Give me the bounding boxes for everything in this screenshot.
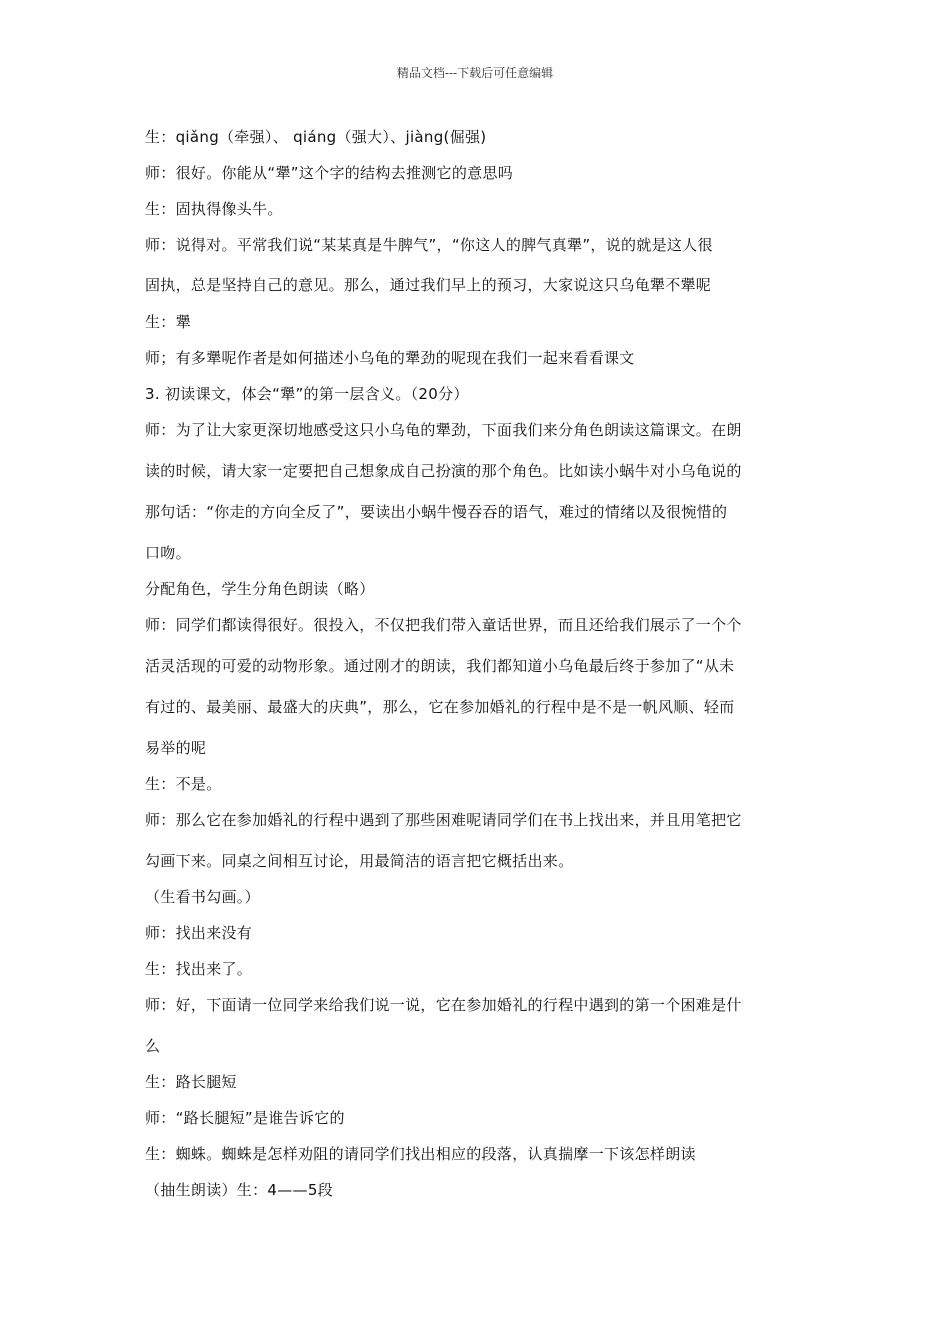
- text-line: 口吻。: [145, 544, 191, 562]
- text-line: 分配角色，学生分角色朗读（略）: [145, 580, 375, 598]
- text-line: 师：为了让大家更深切地感受这只小乌龟的犟劲，下面我们来分角色朗读这篇课文。在朗: [145, 421, 742, 439]
- text-line: 生：固执得像头牛。: [145, 200, 283, 218]
- text-line: 那句话：“你走的方向全反了”，要读出小蜗牛慢吞吞的语气，难过的情绪以及很惋惜的: [145, 503, 728, 521]
- text-line: 师：找出来没有: [145, 924, 253, 942]
- text-line: 师：那么它在参加婚礼的行程中遇到了那些困难呢请同学们在书上找出来，并且用笔把它: [145, 811, 742, 829]
- section-heading: 3. 初读课文，体会“犟”的第一层含义。（20分）: [145, 385, 469, 403]
- text-line: 么: [145, 1037, 161, 1055]
- text-line: （生看书勾画。）: [145, 888, 260, 906]
- text-line: 师：同学们都读得很好。很投入，不仅把我们带入童话世界，而且还给我们展示了一个个: [145, 616, 742, 634]
- text-line: 师：“路长腿短”是谁告诉它的: [145, 1109, 345, 1127]
- text-line: 有过的、最美丽、最盛大的庆典”，那么，它在参加婚礼的行程中是不是一帆风顺、轻而: [145, 698, 735, 716]
- page-header: 精品文档---下载后可任意编辑: [396, 66, 554, 80]
- text-line: 生：路长腿短: [145, 1073, 237, 1091]
- text-line: 生：找出来了。: [145, 960, 253, 978]
- text-line: 活灵活现的可爱的动物形象。通过刚才的朗读，我们都知道小乌龟最后终于参加了“从未: [145, 657, 735, 675]
- text-line: 易举的呢: [145, 739, 207, 757]
- text-line: 勾画下来。同桌之间相互讨论，用最简洁的语言把它概括出来。: [145, 852, 574, 870]
- text-line: 读的时候，请大家一定要把自己想象成自己扮演的那个角色。比如读小蜗牛对小乌龟说的: [145, 462, 742, 480]
- text-line: 师：好，下面请一位同学来给我们说一说，它在参加婚礼的行程中遇到的第一个困难是什: [145, 996, 742, 1014]
- text-line: 生：不是。: [145, 775, 222, 793]
- text-line: 固执，总是坚持自己的意见。那么，通过我们早上的预习，大家说这只乌龟犟不犟呢: [145, 276, 712, 294]
- text-line: 师；有多犟呢作者是如何描述小乌龟的犟劲的呢现在我们一起来看看课文: [145, 349, 635, 367]
- text-line: 师：说得对。平常我们说“某某真是牛脾气”，“你这人的脾气真犟”，说的就是这人很: [145, 236, 713, 254]
- text-line: 生：犟: [145, 313, 191, 331]
- text-line: 生：蜘蛛。蜘蛛是怎样劝阻的请同学们找出相应的段落，认真揣摩一下该怎样朗读: [145, 1145, 696, 1163]
- text-line: 生：qiǎng（牵强）、 qiáng（强大）、jiàng(倔强): [145, 128, 487, 146]
- text-line: （抽生朗读）生：4——5段: [145, 1181, 333, 1199]
- text-line: 师：很好。你能从“犟”这个字的结构去推测它的意思吗: [145, 164, 514, 182]
